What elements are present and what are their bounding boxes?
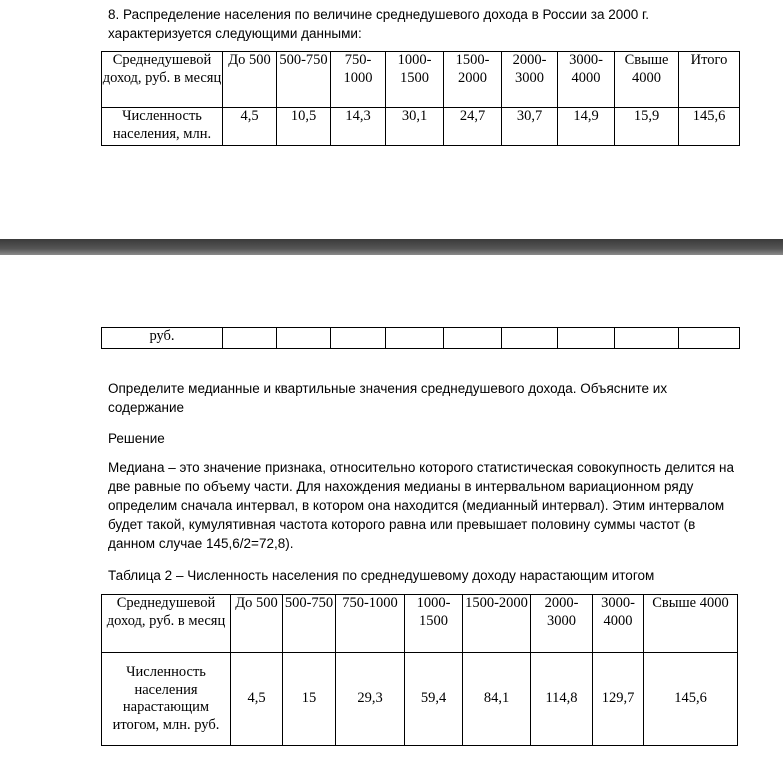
fragment-empty-cell xyxy=(277,328,331,349)
table1-value-cell: 30,1 xyxy=(386,108,444,146)
table2-value-cell: 29,3 xyxy=(336,653,405,746)
table2-header-row xyxy=(102,595,738,653)
fragment-empty-cell xyxy=(558,328,615,349)
table2-caption: Таблица 2 – Численность населения по среднедушевому доходу нарастающим итогом xyxy=(108,568,655,583)
table1-value-cell: 15,9 xyxy=(615,108,679,146)
fragment-empty-cell xyxy=(679,328,740,349)
table2-row-label: Численность населения нарастающим итогом, млн. руб. xyxy=(102,653,231,746)
table2-value-cell: 15 xyxy=(283,653,336,746)
cumulative-population-table xyxy=(101,594,738,746)
table2-header-cell: 3000-4000 xyxy=(593,595,644,653)
table1-value-cell: 14,3 xyxy=(331,108,386,146)
table2-header-cell: Свыше 4000 xyxy=(644,595,738,653)
table2-value-cell: 84,1 xyxy=(463,653,531,746)
table1-header-cell: Итого xyxy=(679,52,740,108)
table2-data-row xyxy=(102,653,738,746)
median-line-3: определим сначала интервал, в котором она находится (медианный интервал). Этим интервалом xyxy=(108,498,725,513)
table1-value-cell: 14,9 xyxy=(558,108,615,146)
table1-header-cell: До 500 xyxy=(223,52,277,108)
fragment-label: руб. xyxy=(102,328,223,349)
table1-header-cell: 1000-1500 xyxy=(386,52,444,108)
table2-value-cell: 59,4 xyxy=(405,653,463,746)
table2-value-cell: 129,7 xyxy=(593,653,644,746)
solution-heading: Решение xyxy=(108,431,165,446)
table1-value-cell: 4,5 xyxy=(223,108,277,146)
table2-header-cell: 500-750 xyxy=(283,595,336,653)
median-line-1: Медиана – это значение признака, относительно которого статистическая совокупность делится на xyxy=(108,460,734,475)
table1-value-cell: 145,6 xyxy=(679,108,740,146)
page-divider xyxy=(0,239,783,255)
question-line-2: содержание xyxy=(108,400,185,415)
question-line-1: Определите медианные и квартильные значения среднедушевого дохода. Объясните их xyxy=(108,381,668,396)
table1-header-cell: 2000-3000 xyxy=(502,52,558,108)
table1-header-cell: 3000-4000 xyxy=(558,52,615,108)
task-line-1: 8. Распределение населения по величине среднедушевого дохода в России за 2000 г. xyxy=(108,7,650,22)
table1-value-cell: 10,5 xyxy=(277,108,331,146)
fragment-table-row xyxy=(101,327,740,349)
table2-value-cell: 114,8 xyxy=(531,653,593,746)
table2-value-cell: 4,5 xyxy=(231,653,283,746)
table1-row-label: Численность населения, млн. xyxy=(102,108,223,146)
table1-header-cell: 1500-2000 xyxy=(444,52,502,108)
fragment-empty-cell xyxy=(386,328,444,349)
table2-header-cell: 1000-1500 xyxy=(405,595,463,653)
table2-header-cell: 1500-2000 xyxy=(463,595,531,653)
median-line-5: данном случае 145,6/2=72,8). xyxy=(108,536,294,551)
median-line-2: две равные по объему части. Для нахождения медианы в интервальном вариационном ряду xyxy=(108,479,694,494)
table1-value-cell: 30,7 xyxy=(502,108,558,146)
fragment-empty-cell xyxy=(502,328,558,349)
fragment-empty-cell xyxy=(331,328,386,349)
table1-header-cell: Свыше 4000 xyxy=(615,52,679,108)
table2-header-cell: Среднедушевой доход, руб. в месяц xyxy=(102,595,231,653)
table1-header-cell: 500-750 xyxy=(277,52,331,108)
task-line-2: характеризуется следующими данными: xyxy=(108,26,362,41)
table1-data-row xyxy=(102,108,740,146)
table2-header-cell: 750-1000 xyxy=(336,595,405,653)
table1-header-cell: 750-1000 xyxy=(331,52,386,108)
table2-value-cell: 145,6 xyxy=(644,653,738,746)
table2-header-cell: До 500 xyxy=(231,595,283,653)
fragment-empty-cell xyxy=(223,328,277,349)
table2-header-cell: 2000-3000 xyxy=(531,595,593,653)
table1-header-row xyxy=(102,52,740,108)
income-distribution-table xyxy=(101,51,740,146)
median-line-4: будет такой, кумулятивная частота которого равна или превышает половину суммы частот (в xyxy=(108,517,696,532)
table1-value-cell: 24,7 xyxy=(444,108,502,146)
fragment-empty-cell xyxy=(444,328,502,349)
table1-header-cell: Среднедушевой доход, руб. в месяц xyxy=(102,52,223,108)
fragment-empty-cell xyxy=(615,328,679,349)
